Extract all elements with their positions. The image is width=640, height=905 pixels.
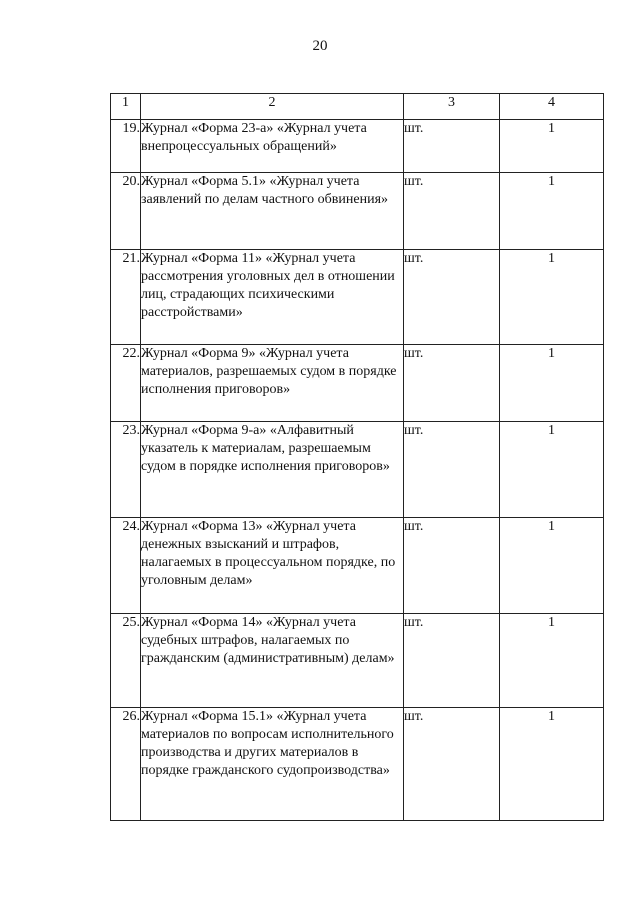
row-number: 25. [111, 614, 141, 708]
item-name: Журнал «Форма 11» «Журнал учета рассмотрения уголовных дел в отношении лиц, страдающих психическими расстройствами» [141, 250, 404, 345]
item-name: Журнал «Форма 15.1» «Журнал учета материалов по вопросам исполнительного производства и других материалов в порядке гражданского судопроизводства» [141, 708, 404, 821]
row-number: 26. [111, 708, 141, 821]
table-row [111, 518, 604, 614]
row-number: 20. [111, 173, 141, 250]
row-number: 22. [111, 345, 141, 422]
item-quantity: 1 [500, 708, 604, 821]
column-header-1: 1 [111, 94, 141, 120]
table-row [111, 120, 604, 173]
item-name: Журнал «Форма 9» «Журнал учета материалов, разрешаемых судом в порядке исполнения приговоров» [141, 345, 404, 422]
item-name: Журнал «Форма 13» «Журнал учета денежных взысканий и штрафов, налагаемых в процессуальном порядке, по уголовным делам» [141, 518, 404, 614]
item-unit: шт. [404, 345, 500, 422]
item-quantity: 1 [500, 345, 604, 422]
table-header-row [111, 94, 604, 120]
row-number: 19. [111, 120, 141, 173]
item-unit: шт. [404, 120, 500, 173]
table-row [111, 614, 604, 708]
equipment-table [110, 93, 604, 821]
table-row [111, 345, 604, 422]
item-quantity: 1 [500, 422, 604, 518]
item-quantity: 1 [500, 518, 604, 614]
item-quantity: 1 [500, 250, 604, 345]
item-unit: шт. [404, 422, 500, 518]
row-number: 23. [111, 422, 141, 518]
column-header-3: 3 [404, 94, 500, 120]
row-number: 21. [111, 250, 141, 345]
item-unit: шт. [404, 173, 500, 250]
row-number: 24. [111, 518, 141, 614]
column-header-4: 4 [500, 94, 604, 120]
item-quantity: 1 [500, 614, 604, 708]
item-quantity: 1 [500, 120, 604, 173]
item-name: Журнал «Форма 14» «Журнал учета судебных штрафов, налагаемых по гражданским (административным) делам» [141, 614, 404, 708]
item-name: Журнал «Форма 5.1» «Журнал учета заявлений по делам частного обвинения» [141, 173, 404, 250]
item-unit: шт. [404, 708, 500, 821]
item-unit: шт. [404, 518, 500, 614]
column-header-2: 2 [141, 94, 404, 120]
table-row [111, 250, 604, 345]
page-number: 20 [312, 38, 328, 54]
table-row [111, 708, 604, 821]
table-row [111, 173, 604, 250]
table-row [111, 422, 604, 518]
item-unit: шт. [404, 250, 500, 345]
item-name: Журнал «Форма 23-а» «Журнал учета внепроцессуальных обращений» [141, 120, 404, 173]
item-quantity: 1 [500, 173, 604, 250]
item-unit: шт. [404, 614, 500, 708]
item-name: Журнал «Форма 9-а» «Алфавитный указатель к материалам, разрешаемым судом в порядке исполнения приговоров» [141, 422, 404, 518]
